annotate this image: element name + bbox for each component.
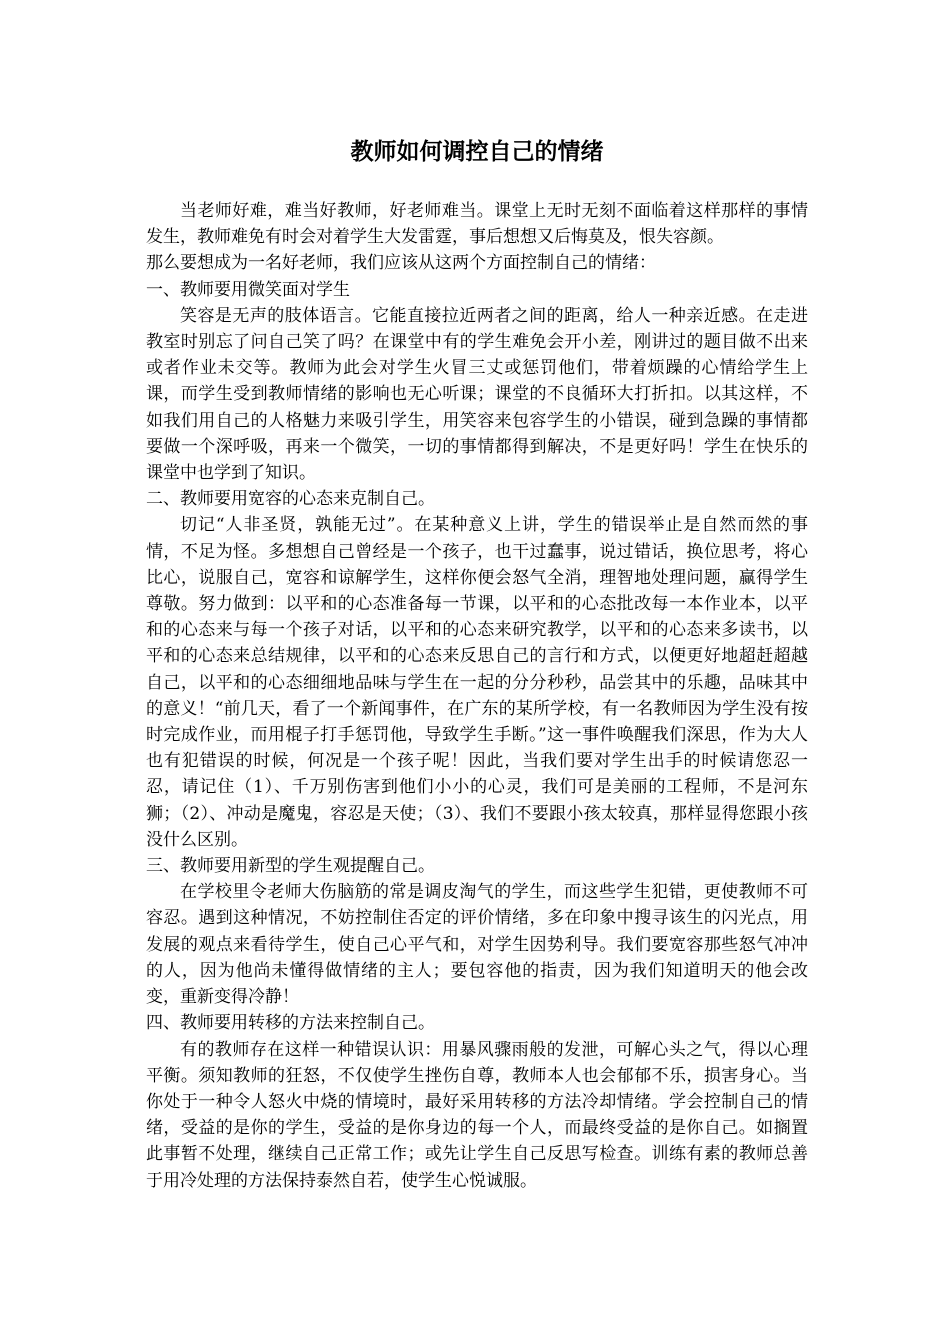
section-heading-4: 四、教师要用转移的方法来控制自己。: [146, 1013, 435, 1034]
document-title: 教师如何调控自己的情绪: [350, 139, 604, 165]
section-heading-3: 三、教师要用新型的学生观提醒自己。: [146, 856, 435, 877]
section-body-1: 笑容是无声的肢体语言。它能直接拉近两者之间的距离，给人一种亲近感。在走进教室时别忘了问自己笑了吗？在课堂中有的学生难免会开小差，刚讲过的题目做不出来或者作业未交等。教师为此会对学生火冒三丈或惩罚他们，带着烦躁的心情给学生上课，而学生受到教师情绪的影响也无心听课；课堂的不良循环大打折扣。以其这样，不如我们用自己的人格魅力来吸引学生，用笑容来包容学生的小错误，碰到急躁的事情都要做一个深呼吸，再来一个微笑，一切的事情都得到解决，不是更好吗！学生在快乐的课堂中也学到了知识。: [146, 305, 808, 484]
section-body-4: 有的教师存在这样一种错误认识：用暴风骤雨般的发泄，可解心头之气，得以心理平衡。须知教师的狂怒，不仅使学生挫伤自尊，教师本人也会郁郁不乐，损害身心。当你处于一种令人怒火中烧的情境时，最好采用转移的方法冷却情绪。学会控制自己的情绪，受益的是你的学生，受益的是你身边的每一个人，而最终受益的是你自己。如搁置此事暂不处理，继续自己正常工作；或先让学生自己反思写检查。训练有素的教师总善于用冷处理的方法保持泰然自若，使学生心悦诚服。: [146, 1039, 808, 1191]
intro-paragraph: 当老师好难，难当好教师，好老师难当。课堂上无时无刻不面临着这样那样的事情发生，教师难免有时会对着学生大发雷霆，事后想想又后悔莫及，恨失容颜。: [146, 201, 808, 248]
section-body-2: 切记“人非圣贤，孰能无过”。在某种意义上讲，学生的错误举止是自然而然的事情，不足为怪。多想想自己曾经是一个孩子，也干过蠢事，说过错话，换位思考，将心比心，说服自己，宽容和谅解学生，这样你便会怒气全消，理智地处理问题，赢得学生尊敬。努力做到：以平和的心态准备每一节课，以平和的心态批改每一本作业本，以平和的心态来与每一个孩子对话，以平和的心态来研究教学，以平和的心态来多读书，以平和的心态来总结规律，以平和的心态来反思自己的言行和方式，以便更好地超赶超越自己，以平和的心态细细地品味与学生在一起的分分秒秒，品尝其中的乐趣，品味其中的意义！“前几天，看了一个新闻事件，在广东的某所学校，有一名教师因为学生没有按时完成作业，而用棍子打手惩罚他，导致学生手断。”这一事件唤醒我们深思，作为大人也有犯错误的时候，何况是一个孩子呢！因此，当我们要对学生出手的时候请您忍一忍，请记住（1）、千万别伤害到他们小小的心灵，我们可是美丽的工程师，不是河东狮；（2）、冲动是魔鬼，容忍是天使；（3）、我们不要跟小孩太较真，那样显得您跟小孩没什么区别。: [146, 515, 808, 850]
lead-sentence: 那么要想成为一名好老师，我们应该从这两个方面控制自己的情绪：: [146, 253, 656, 274]
section-heading-1: 一、教师要用微笑面对学生: [146, 279, 350, 300]
section-heading-2: 二、教师要用宽容的心态来克制自己。: [146, 489, 435, 510]
document-body: [146, 130, 808, 1194]
section-body-3: 在学校里令老师大伤脑筋的常是调皮淘气的学生，而这些学生犯错，更使教师不可容忍。遇到这种情况，不妨控制住否定的评价情绪，多在印象中搜寻该生的闪光点，用发展的观点来看待学生，使自己心平气和，对学生因势利导。我们要宽容那些怒气冲冲的人，因为他尚未懂得做情绪的主人；要包容他的指责，因为我们知道明天的他会改变，重新变得冷静！: [146, 882, 808, 1008]
